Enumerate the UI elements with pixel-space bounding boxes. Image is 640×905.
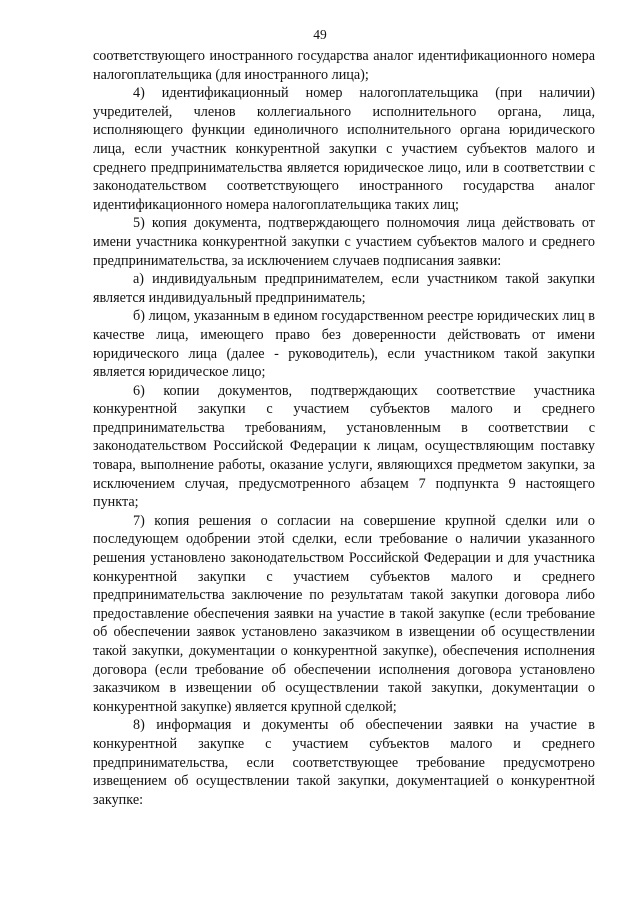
paragraph-item-5: 5) копия документа, подтверждающего полномочия лица действовать от имени участника конкурентной закупки с участием субъектов малого и среднего предпринимательства, за исключением случаев подписания заявки:: [93, 215, 595, 269]
paragraph-item-5b: б) лицом, указанным в едином государственном реестре юридических лиц в качестве лица, имеющего право без доверенности действовать от имени юридического лица (далее - руководитель), если участником такой закупки является юридическое лицо;: [93, 308, 595, 381]
paragraph-item-5a: а) индивидуальным предпринимателем, если участником такой закупки является индивидуальный предприниматель;: [93, 271, 595, 306]
document-body: [93, 47, 595, 809]
paragraph-item-8: 8) информация и документы об обеспечении заявки на участие в конкурентной закупке с участием субъектов малого и среднего предпринимательства, если соответствующее требование предусмотрено извещением об осуществлении такой закупки, документацией о конкурентной закупке:: [93, 717, 595, 808]
paragraph-item-6: 6) копии документов, подтверждающих соответствие участника конкурентной закупки с участием субъектов малого и среднего предпринимательства требованиям, установленным в соответствии с законодательством Российской Федерации к лицам, осуществляющим поставку товара, выполнение работы, оказание услуги, являющихся предметом закупки, за исключением случая, предусмотренного абзацем 7 подпункта 9 настоящего пункта;: [93, 382, 595, 511]
paragraph-item-4: 4) идентификационный номер налогоплательщика (при наличии) учредителей, членов коллегиального исполнительного органа, лица, исполняющего функции единоличного исполнительного органа юридического лица, если участник конкурентной закупки с участием субъектов малого и среднего предпринимательства является юридическое лицо, или в соответствии с законодательством соответствующего иностранного государства аналог идентификационного номера налогоплательщика таких лиц;: [93, 85, 595, 213]
paragraph-continuation: соответствующего иностранного государства аналог идентификационного номера налогоплательщика (для иностранного лица);: [93, 48, 595, 83]
page-number: 49: [313, 27, 327, 42]
paragraph-item-7: 7) копия решения о согласии на совершение крупной сделки или о последующем одобрении этой сделки, если требование о наличии указанного решения установлено законодательством Российской Федерации и для участника конкурентной закупки с участием субъектов малого и среднего предпринимательства заключение по результатам такой закупки договора либо предоставление обеспечения заявки на участие в такой закупке (если требование об обеспечении заявок установлено заказчиком в извещении об осуществлении такой закупки, документации о конкурентной закупке), обеспечения исполнения договора (если требование об обеспечении исполнения договора установлено заказчиком в извещении об осуществлении такой закупки, документации о конкурентной закупке) является крупной сделкой;: [93, 512, 595, 715]
